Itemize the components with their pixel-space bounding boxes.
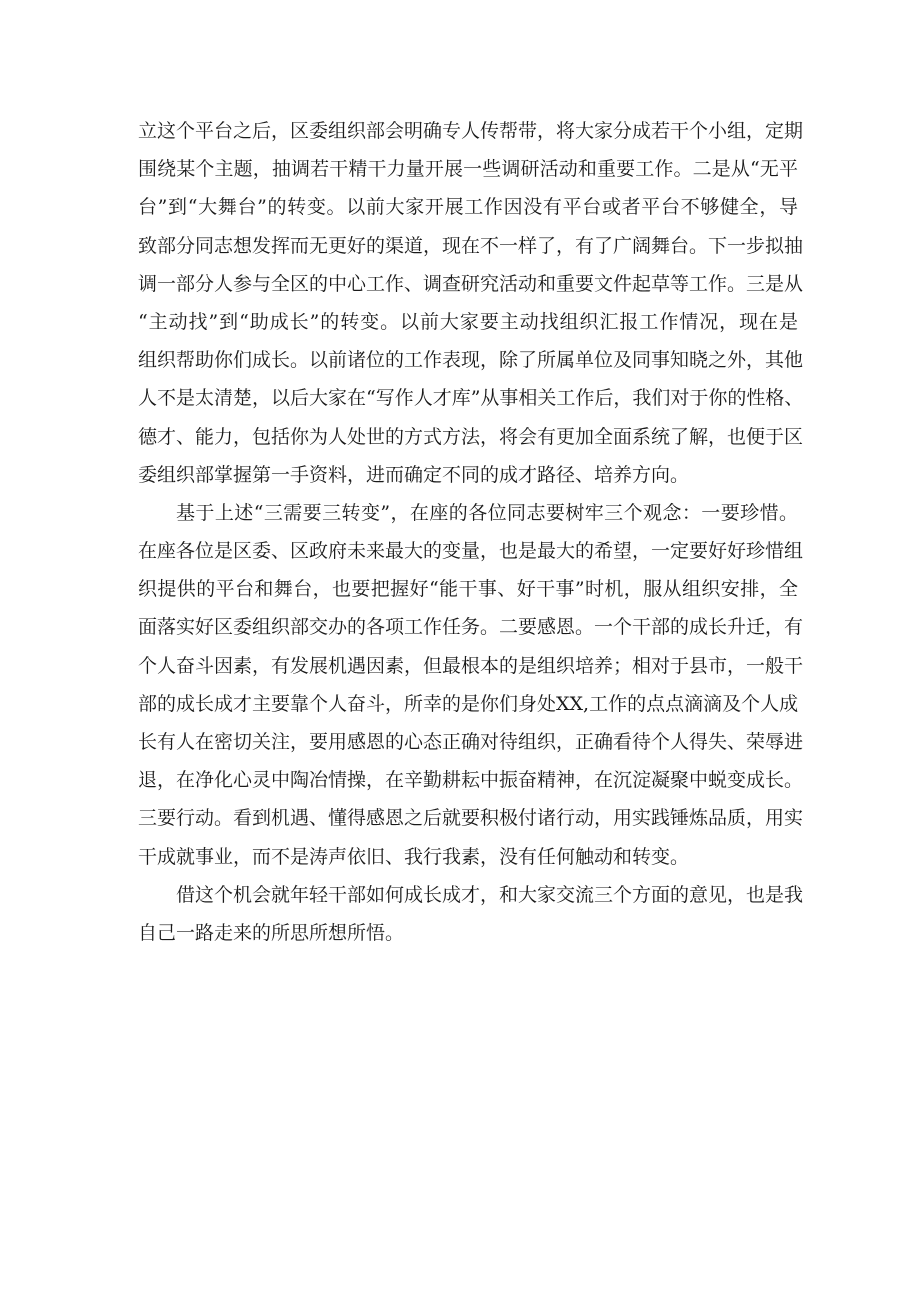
text-line: 委组织部掌握第一手资料，进而确定不同的成才路径、培养方向。 <box>138 463 690 486</box>
text-line: 织提供的平台和舞台，也要把握好“能干事、好干事”时机，服从组织安排，全 <box>138 578 798 601</box>
text-line: 自己一路走来的所思所想所悟。 <box>138 921 405 944</box>
text-line: 组织帮助你们成长。以前诸位的工作表现，除了所属单位及同事知晓之外，其他 <box>138 349 804 372</box>
text-line: 部的成长成才主要靠个人奋斗，所幸的是你们身处XX,工作的点点滴滴及个人成 <box>138 692 799 715</box>
text-line: 干成就事业，而不是涛声依旧、我行我素，没有任何触动和转变。 <box>138 845 690 868</box>
text-line: 三要行动。看到机遇、懂得感恩之后就要积极付诸行动，用实践锤炼品质，用实 <box>138 807 804 830</box>
text-line: 退，在净化心灵中陶冶情操，在辛勤耕耘中振奋精神，在沉淀凝聚中蜕变成长。 <box>138 769 804 792</box>
text-line: “主动找”到“助成长”的转变。以前大家要主动找组织汇报工作情况，现在是 <box>138 310 798 333</box>
paragraph-3 <box>138 876 804 952</box>
text-line: 基于上述“三需要三转变”，在座的各位同志要树牢三个观念：一要珍惜。 <box>176 501 798 524</box>
text-line: 致部分同志想发挥而无更好的渠道，现在不一样了，有了广阔舞台。下一步拟抽 <box>138 234 804 257</box>
text-line: 长有人在密切关注，要用感恩的心态正确对待组织，正确看待个人得失、荣辱进 <box>138 731 804 753</box>
text-line: 台”到“大舞台”的转变。以前大家开展工作因没有平台或者平台不够健全，导 <box>138 196 798 219</box>
text-line: 人不是太清楚，以后大家在“写作人才库”从事相关工作后，我们对于你的性格、 <box>138 387 804 410</box>
paragraph-2 <box>138 494 804 876</box>
text-line: 调一部分人参与全区的中心工作、调查研究活动和重要文件起草等工作。三是从 <box>138 272 804 295</box>
text-line: 在座各位是区委、区政府未来最大的变量，也是最大的希望，一定要好好珍惜组 <box>138 540 804 563</box>
document-body <box>138 112 804 952</box>
paragraph-1 <box>138 112 804 494</box>
text-line: 借这个机会就年轻干部如何成长成才，和大家交流三个方面的意见，也是我 <box>176 883 804 906</box>
text-line: 个人奋斗因素，有发展机遇因素，但最根本的是组织培养；相对于县市，一般干 <box>138 654 804 677</box>
text-line: 立这个平台之后，区委组织部会明确专人传帮带，将大家分成若干个小组，定期 <box>138 120 804 142</box>
text-line: 围绕某个主题，抽调若干精干力量开展一些调研活动和重要工作。二是从“无平 <box>138 158 798 181</box>
text-line: 德才、能力，包括你为人处世的方式方法，将会有更加全面系统了解，也便于区 <box>138 425 804 448</box>
text-line: 面落实好区委组织部交办的各项工作任务。二要感恩。一个干部的成长升迁，有 <box>138 616 804 639</box>
